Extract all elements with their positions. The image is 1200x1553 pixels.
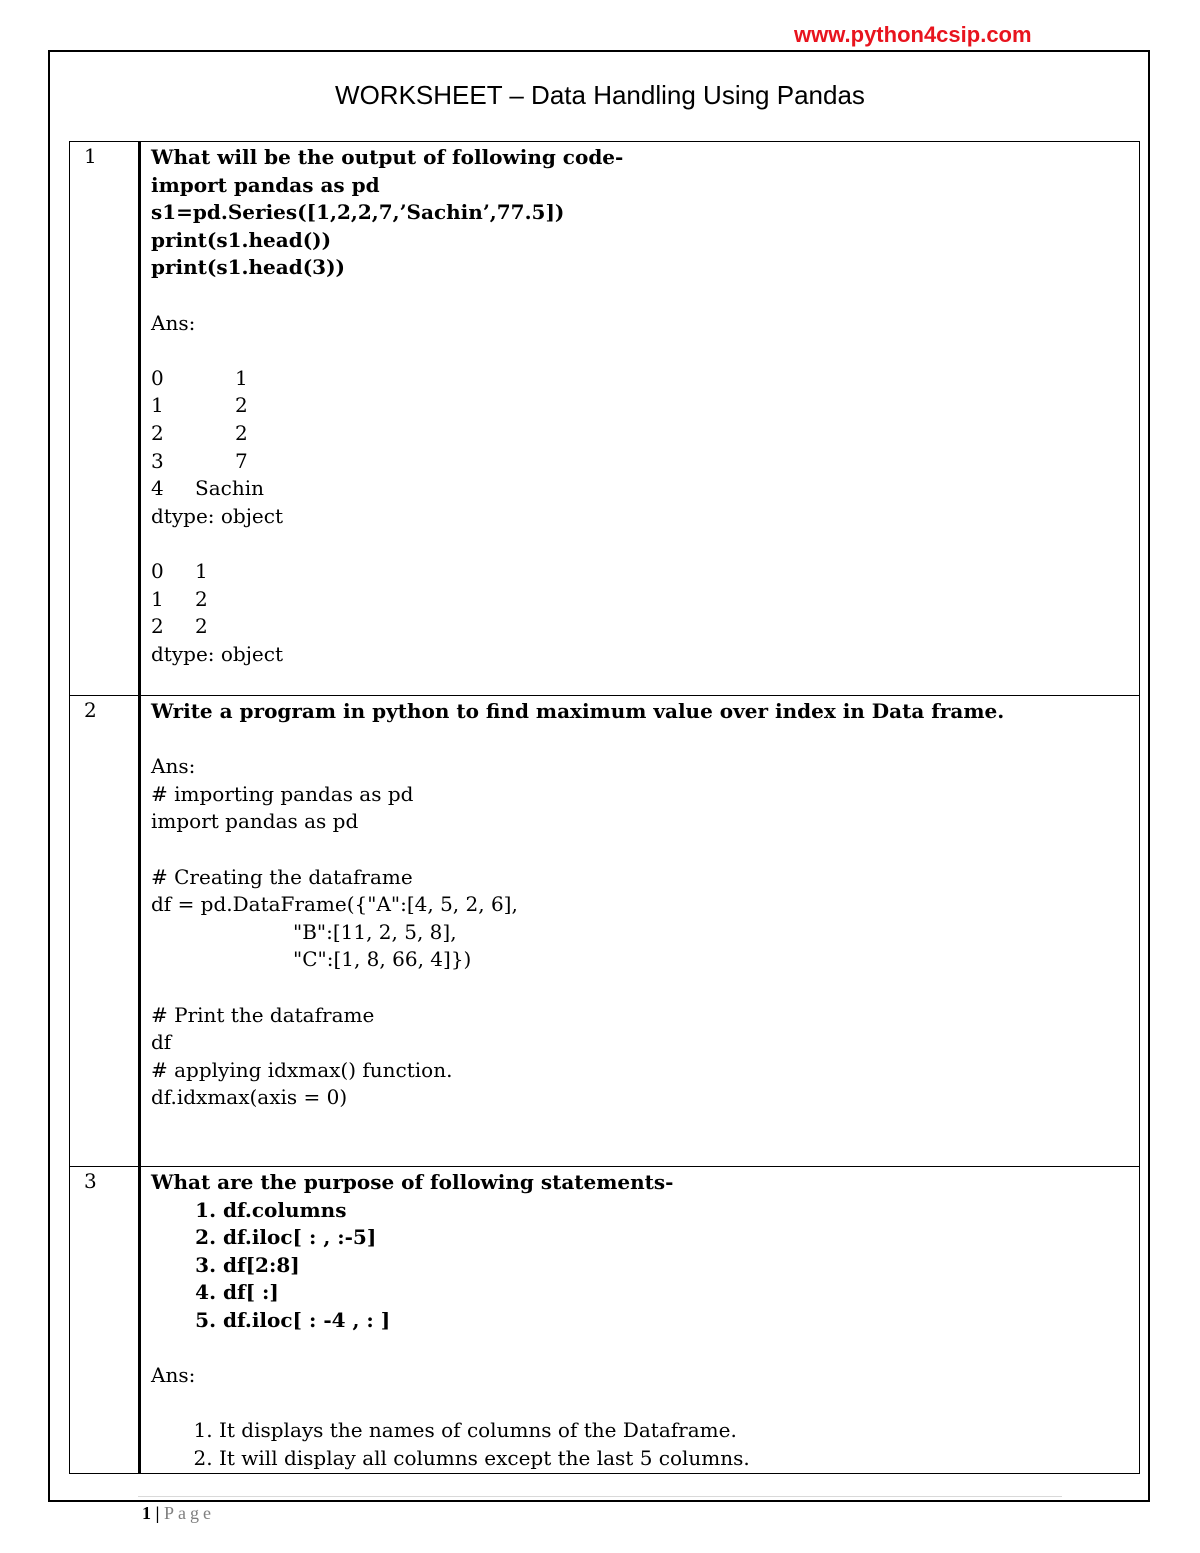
code-line: s1=pd.Series([1,2,2,7,’Sachin’,77.5]) bbox=[151, 200, 565, 225]
statement-item: 2. df.iloc[ : , :-5] bbox=[223, 1224, 1139, 1252]
output-row: 1 2 bbox=[151, 586, 208, 611]
output-row: 3 7 bbox=[151, 448, 248, 473]
answer-label: Ans: bbox=[151, 310, 196, 335]
output-row: 0 1 bbox=[151, 558, 208, 583]
question-body-cell bbox=[140, 142, 1140, 696]
page-label: Page bbox=[163, 1503, 215, 1523]
output-row: 1 2 bbox=[151, 393, 248, 418]
statement-item: 5. df.iloc[ : -4 , : ] bbox=[223, 1307, 1139, 1335]
question-line: What are the purpose of following statements- bbox=[151, 1170, 674, 1194]
code-line: print(s1.head()) bbox=[151, 227, 332, 252]
output-row: 2 2 bbox=[151, 420, 248, 445]
footer-divider bbox=[138, 1496, 1062, 1497]
statement-item: 1. df.columns bbox=[223, 1197, 1139, 1225]
worksheet-title: WORKSHEET – Data Handling Using Pandas bbox=[335, 80, 865, 110]
question-line: What will be the output of following code- bbox=[151, 145, 624, 169]
code-line: # importing pandas as pd bbox=[151, 781, 414, 806]
question-number: 2 bbox=[84, 698, 97, 722]
question-number-cell bbox=[70, 1167, 140, 1474]
code-line: df bbox=[151, 1030, 172, 1055]
statement-item: 4. df[ :] bbox=[223, 1279, 1139, 1307]
question-line: Write a program in python to find maximum value over index in Data frame. bbox=[151, 699, 1005, 723]
output-row: 4 Sachin bbox=[151, 476, 264, 501]
question-row-1 bbox=[70, 142, 1140, 696]
code-line: import pandas as pd bbox=[151, 809, 359, 834]
output-row: 2 2 bbox=[151, 614, 208, 639]
output-dtype: dtype: object bbox=[151, 503, 283, 528]
question-row-2 bbox=[70, 696, 1140, 1167]
answer-item: 2. It will display all columns except the last 5 columns. bbox=[219, 1445, 1139, 1473]
question-number: 1 bbox=[84, 144, 97, 168]
question-row-3 bbox=[70, 1167, 1140, 1474]
question-body-cell bbox=[140, 696, 1140, 1167]
site-link[interactable]: www.python4csip.com bbox=[794, 22, 1032, 47]
question-number-cell bbox=[70, 142, 140, 696]
code-line: # Creating the dataframe bbox=[151, 864, 413, 889]
code-line: # applying idxmax() function. bbox=[151, 1057, 453, 1082]
answer-label: Ans: bbox=[151, 754, 196, 779]
code-line: # Print the dataframe bbox=[151, 1002, 375, 1027]
output-dtype: dtype: object bbox=[151, 641, 283, 666]
answer-label: Ans: bbox=[151, 1363, 196, 1388]
question-number-cell bbox=[70, 696, 140, 1167]
code-line: import pandas as pd bbox=[151, 172, 380, 197]
question-table bbox=[69, 141, 1140, 1474]
code-line: df = pd.DataFrame({"A":[4, 5, 2, 6], bbox=[151, 892, 518, 917]
statement-list bbox=[151, 1197, 1139, 1335]
question-number: 3 bbox=[84, 1169, 97, 1193]
code-line: df.idxmax(axis = 0) bbox=[151, 1085, 348, 1110]
output-row: 0 1 bbox=[151, 365, 248, 390]
question-body-cell bbox=[140, 1167, 1140, 1474]
code-line: "B":[11, 2, 5, 8], bbox=[293, 919, 457, 944]
answer-list bbox=[151, 1417, 1139, 1472]
code-line: print(s1.head(3)) bbox=[151, 255, 346, 280]
page-footer bbox=[142, 1503, 215, 1524]
code-line: "C":[1, 8, 66, 4]}) bbox=[293, 947, 472, 972]
page-number: 1 bbox=[142, 1503, 151, 1523]
footer-separator: | bbox=[155, 1503, 160, 1523]
answer-item: 1. It displays the names of columns of the Dataframe. bbox=[219, 1417, 1139, 1445]
statement-item: 3. df[2:8] bbox=[223, 1252, 1139, 1280]
